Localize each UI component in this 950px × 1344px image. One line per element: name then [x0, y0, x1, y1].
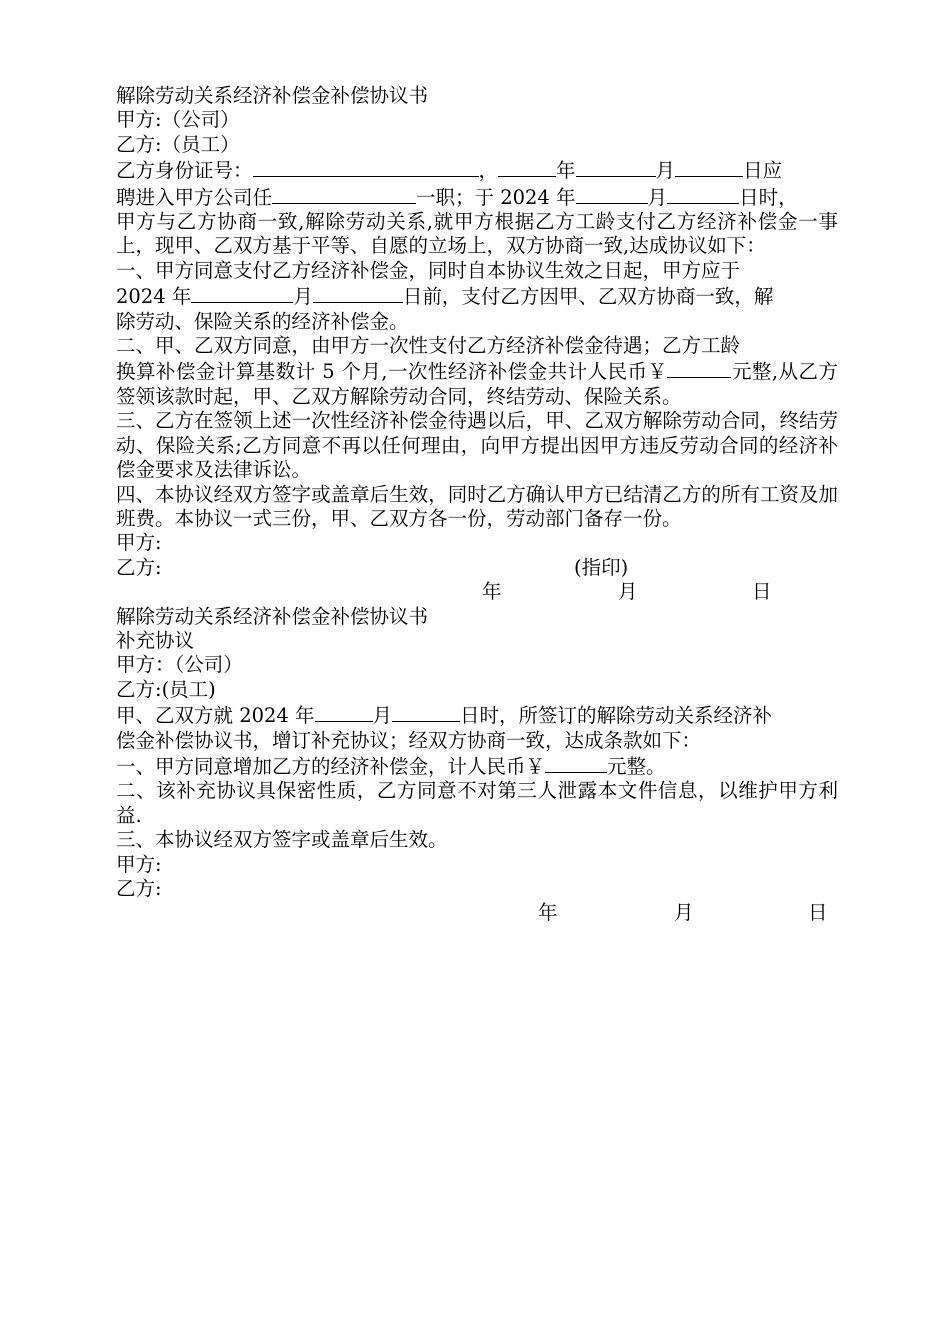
- payment-day-blank[interactable]: [313, 283, 403, 303]
- agreement-month-blank[interactable]: [315, 702, 373, 722]
- supplement-clause-1: 一、甲方同意增加乙方的经济补偿金，计人民币￥ 元整。: [116, 754, 666, 778]
- supplement-date-day: 日: [808, 901, 828, 925]
- hire-year-blank[interactable]: [498, 157, 556, 177]
- hire-month-blank[interactable]: [576, 157, 656, 177]
- agreement-day-blank[interactable]: [392, 702, 460, 722]
- supplement-subtitle: 补充协议: [116, 628, 195, 652]
- position-blank[interactable]: [272, 184, 416, 204]
- supplement-title: 解除劳动关系经济补偿金补偿协议书: [116, 604, 429, 628]
- hire-day-blank[interactable]: [675, 157, 743, 177]
- supplement-signature-a: 甲方:: [116, 852, 162, 876]
- supplement-intro: 甲、乙双方就 2024 年 月 日时，所签订的解除劳动关系经济补 偿金补偿协议书，增订补充协议；经双方协商一致，达成条款如下：: [116, 704, 773, 752]
- supplement-party-b: 乙方:(员工): [116, 677, 216, 701]
- position-line: 聘进入甲方公司任 一职；于 2024 年 月 日时，: [116, 185, 798, 209]
- signature-party-b: 乙方:: [116, 555, 162, 579]
- date-month-label: 月: [618, 580, 638, 604]
- supplement-clause-2: 二、该补充协议具保密性质，乙方同意不对第三人泄露本文件信息，以维护甲方利益.: [116, 779, 838, 827]
- supplement-date-month: 月: [674, 901, 694, 925]
- date-day-label: 日: [752, 580, 772, 604]
- additional-amount-blank[interactable]: [545, 753, 607, 773]
- supplement-clause-3: 三、本协议经双方签字或盖章后生效。: [116, 828, 448, 852]
- supplement-signature-b: 乙方:: [116, 876, 162, 900]
- termination-day-blank[interactable]: [667, 184, 739, 204]
- compensation-amount-blank[interactable]: [667, 358, 731, 378]
- party-b-line: 乙方:（员工）: [116, 132, 240, 156]
- clause-1: 一、甲方同意支付乙方经济补偿金，同时自本协议生效之日起，甲方应于 2024 年 月 日前，支付乙方因甲、乙双方协商一致，解 除劳动、保险关系的经济补偿金。: [116, 258, 774, 333]
- signature-party-a: 甲方:: [116, 531, 162, 555]
- clause-2: 二、甲、乙双方同意，由甲方一次性支付乙方经济补偿金待遇；乙方工龄 换算补偿金计算基数计 5 个月,一次性经济补偿金共计人民币￥ 元整,从乙方签领该款时起，甲、乙双方解除劳动合同，终结劳动、保险关系。: [116, 334, 838, 408]
- party-a-line: 甲方:（公司）: [116, 108, 240, 132]
- supplement-date-row: [116, 901, 838, 925]
- signature-date-row: [116, 580, 838, 604]
- termination-month-blank[interactable]: [576, 184, 648, 204]
- payment-month-blank[interactable]: [191, 283, 293, 303]
- agreement-document: [116, 84, 838, 926]
- id-number-line: 乙方身份证号： ， 年 月 日应: [116, 159, 783, 183]
- supplement-party-a: 甲方：（公司）: [116, 653, 243, 677]
- supplement-date-year: 年: [538, 901, 558, 925]
- clause-4: 四、本协议经双方签字或盖章后生效，同时乙方确认甲方已结清乙方的所有工资及加班费。本协议一式三份，甲、乙双方各一份，劳动部门备存一份。: [116, 482, 838, 530]
- signature-party-b-row: [116, 556, 838, 580]
- fingerprint-label: (指印): [574, 555, 629, 579]
- clause-3: 三、乙方在签领上述一次性经济补偿金待遇以后，甲、乙双方解除劳动合同，终结劳动、保险关系;乙方同意不再以任何理由，向甲方提出因甲方违反劳动合同的经济补偿金要求及法律诉讼。: [116, 409, 838, 482]
- document-title: 解除劳动关系经济补偿金补偿协议书: [116, 84, 429, 107]
- intro-paragraph: 甲方与乙方协商一致,解除劳动关系,就甲方根据乙方工龄支付乙方经济补偿金一事上，现甲、乙双方基于平等、自愿的立场上，双方协商一致,达成协议如下：: [116, 210, 838, 258]
- date-year-label: 年: [482, 580, 502, 604]
- id-number-blank[interactable]: [253, 157, 479, 177]
